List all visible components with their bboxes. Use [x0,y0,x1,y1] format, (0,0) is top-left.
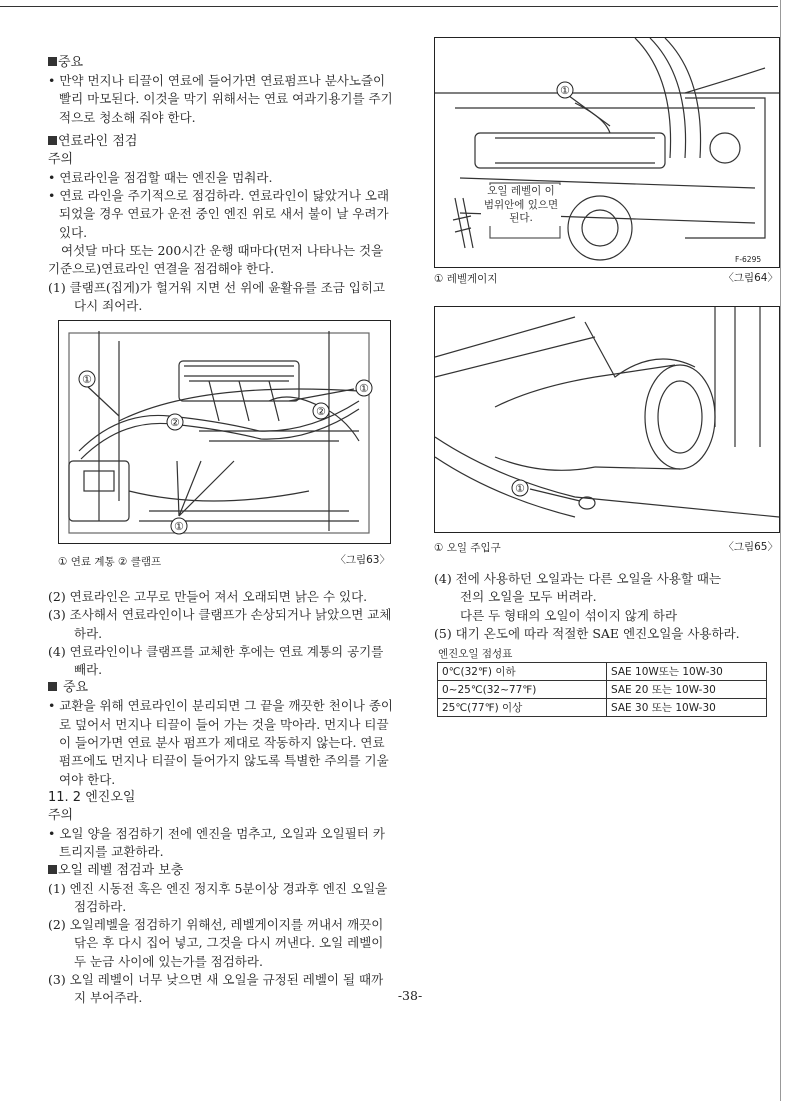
fig63-callout-fuel-system-left: ① [82,373,92,386]
figure-65-oil-filler [434,306,780,533]
fig64-code: F-6295 [735,255,762,264]
figure-64-label: 〈그림64〉 [723,272,778,284]
square-bullet-icon [48,865,57,874]
right-column-text [434,570,780,643]
table-cell-oil: SAE 20 또는 10W-30 [607,681,767,699]
oil-level-step-1: (1) 엔진 시동전 혹은 엔진 정지후 5분이상 경과후 엔진 오일을 점검하라. [48,880,388,914]
table-cell-temp: 0℃(32℉) 이하 [438,663,607,681]
fuel-step-3: (3) 조사해서 연료라인이나 클램프가 손상되거나 낡았으면 교체하라. [48,607,392,641]
fuel-paragraph: 여섯달 마다 또는 200시간 운행 때마다(먼저 나타나는 것을 기준으로)연료라인 연결을 점검해야 한다. [48,243,384,277]
oil-step-4-line-3: 다른 두 형태의 오일이 섞이지 않게 하라 [460,607,678,623]
figure-64-level-gauge [434,37,780,268]
oil-filler-illustration [435,307,779,532]
engine-oil-caution-label: 주의 [48,807,74,823]
header-rule [0,6,778,7]
viscosity-table [437,662,767,717]
table-cell-temp: 25℃(77℉) 이상 [438,699,607,717]
square-bullet-icon [48,682,57,691]
oil-level-heading: 오일 레벨 점검과 보충 [48,862,393,880]
fuel-bullet-1: • 연료라인을 점검할 때는 엔진을 멈춰라. [48,169,273,185]
fuel-line-heading: 연료라인 점검 [48,133,393,151]
important-text-2: • 교환을 위해 연료라인이 분리되면 그 끝을 깨끗한 천이나 종이로 덮어서 먼지나 티끌이 들어 가는 것을 막아라. 먼지나 티끌이 들어가면 연료 분사 펌프가 제대로 작동하지 않는다. 연료 펌프에도 먼지나 티끌이 들어가지 않도록 특별한 주의를 기울여야 한다. [48,698,394,787]
figure-63-engine-fuel-system [58,320,391,544]
important-text-1: • 만약 먼지나 티끌이 연료에 들어가면 연료펌프나 분사노즐이 빨리 마모된다. 이것을 막기 위해서는 연료 여과기용기를 주기적으로 청소해 줘야 한다. [48,73,393,125]
fig63-callout-fuel-system-bottom: ① [174,520,184,533]
level-gauge-illustration [435,38,779,267]
fuel-step-1: (1) 클램프(집게)가 헐거워 지면 선 위에 윤활유를 조금 입히고 다시 죄어라. [48,279,385,313]
left-column-bottom [48,588,393,1008]
fig64-callout-level-gauge: ① [560,84,570,97]
table-row [438,663,767,681]
fuel-step-4: (4) 연료라인이나 클램프를 교체한 후에는 연료 계통의 공기를 빼라. [48,643,384,678]
fig64-level-callout: 오일 레벨이 이 범위안에 있으면 된다. [481,185,561,226]
oil-step-4-line-1: (4) 전에 사용하던 오일과는 다른 오일을 사용할 때는 [434,571,722,586]
important-heading-2: 중요 [48,679,393,697]
table-cell-oil: SAE 30 또는 10W-30 [607,699,767,717]
figure-64-caption: ① 레벨게이지 [434,273,498,285]
figure-65-label: 〈그림65〉 [723,541,778,553]
page-number: -38- [397,988,423,1003]
left-column-top [48,54,393,315]
figure-63-label: 〈그림63〉 [335,554,390,566]
fuel-bullet-2: • 연료 라인을 주기적으로 점검하라. 연료라인이 닳았거나 오래되었을 경우 연료가 운전 중인 엔진 위로 새서 불이 날 우려가 있다. [48,188,390,240]
engine-oil-bullet-1: • 오일 양을 점검하기 전에 엔진을 멈추고, 오일과 오일필터 카트리지를 교환하라. [48,825,385,860]
fig63-callout-fuel-system-right: ① [359,382,369,395]
fig63-callout-clamp-left: ② [170,416,180,429]
viscosity-table-title: 엔진오일 점성표 [438,648,513,660]
table-row [438,681,767,699]
figure-65-caption: ① 오일 주입구 [434,542,501,554]
table-cell-temp: 0~25℃(32~77℉) [438,681,607,699]
oil-level-step-3: (3) 오일 레벨이 너무 낮으면 새 오일을 규정된 레벨이 될 때까지 부어주라. [48,972,384,1006]
important-heading-1: 중요 [48,54,393,72]
fuel-step-2: (2) 연료라인은 고무로 만들어 져서 오래되면 낡은 수 있다. [48,589,368,604]
figure-63-caption: ① 연료 계통 ② 클램프 [58,556,162,568]
oil-step-5: (5) 대기 온도에 따라 적절한 SAE 엔진오일을 사용하라. [434,625,740,641]
square-bullet-icon [48,136,57,145]
table-cell-oil: SAE 10W또는 10W-30 [607,663,767,681]
square-bullet-icon [48,57,57,66]
right-edge-rule [780,0,781,1101]
fig65-callout-oil-filler: ① [515,482,525,495]
fuel-caution-label: 주의 [48,151,74,167]
table-row [438,699,767,717]
fuel-system-illustration [59,321,390,543]
section-engine-oil-title: 11. 2 엔진오일 [48,789,136,805]
oil-level-step-2: (2) 오일레벨을 점검하기 위해선, 레벨게이지를 꺼내서 깨끗이 닦은 후 다시 집어 넣고, 그것을 다시 꺼낸다. 오일 레벨이 두 눈금 사이에 있는가를 점검하라. [48,917,384,969]
fig63-callout-clamp-right: ② [316,405,326,418]
oil-step-4-line-2: 전의 오일을 모두 버려라. [460,589,597,605]
